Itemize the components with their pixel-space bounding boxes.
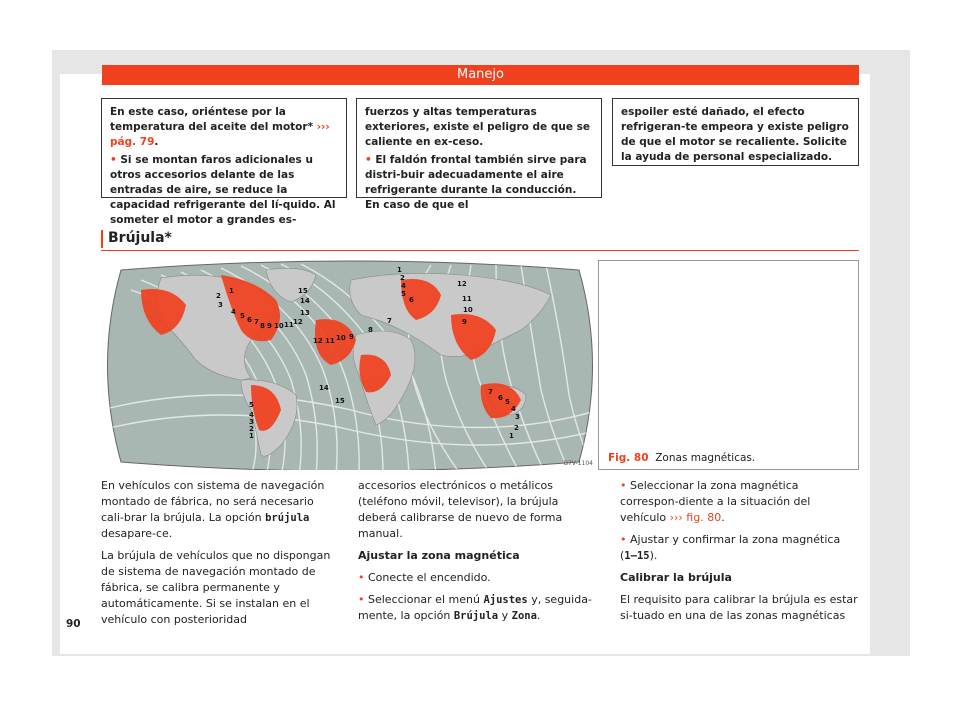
bullet-icon: • xyxy=(358,593,365,606)
zone-label: 9 xyxy=(462,318,467,326)
box3-paragraph-1: espoiler esté dañado, el efecto refrigeran-te empeora y existe peligro de que el motor se recaliente. Solicite la ayuda de personal especializado. xyxy=(621,106,849,163)
zone-label: 12 xyxy=(457,280,467,288)
zone-label: 1 xyxy=(509,432,514,440)
section-title-bar xyxy=(101,230,103,248)
zone-label: 8 xyxy=(368,326,373,334)
zone-label: 2 xyxy=(249,425,254,433)
zone-label: 7 xyxy=(387,317,392,325)
page-reference-link[interactable]: ››› pág. 79 xyxy=(110,121,330,148)
menu-option-brujula: brújula xyxy=(265,512,310,524)
zone-label: 10 xyxy=(274,322,284,330)
zone-label: 1 xyxy=(397,266,402,274)
zone-label: 10 xyxy=(463,306,473,314)
zone-label: 2 xyxy=(400,274,405,282)
info-box-1 xyxy=(101,98,347,226)
bullet-icon: • xyxy=(110,154,117,166)
zone-label: 7 xyxy=(488,388,493,396)
zone-label: 15 xyxy=(298,287,308,295)
zone-label: 11 xyxy=(284,321,294,329)
zone-label: 9 xyxy=(349,333,354,341)
zone-label: 3 xyxy=(515,413,520,421)
zone-label: 1 xyxy=(249,432,254,440)
zone-label: 5 xyxy=(401,290,406,298)
section-title: Brújula* xyxy=(108,230,172,246)
zone-label: 2 xyxy=(216,292,221,300)
zone-label: 8 xyxy=(260,322,265,330)
zone-label: 13 xyxy=(300,309,310,317)
zone-label: 11 xyxy=(462,295,472,303)
col3-paragraph-1: El requisito para calibrar la brújula es estar si-tuado en una de las zonas magnéticas xyxy=(620,593,858,622)
zone-label: 5 xyxy=(249,401,254,409)
zone-label: 14 xyxy=(300,297,310,305)
col3-subheading: Calibrar la brújula xyxy=(620,571,732,584)
zone-label: 4 xyxy=(401,282,406,290)
box2-paragraph-1: fuerzos y altas temperaturas exteriores, existe el peligro de que se caliente en ex-ceso. xyxy=(365,106,590,148)
col3-bullet-2: • Ajustar y confirmar la zona magnética (1–15). xyxy=(620,533,841,562)
bullet-icon: • xyxy=(620,479,627,492)
magnetic-zones-map xyxy=(101,260,599,470)
section-header: Manejo xyxy=(102,65,859,85)
zone-label: 3 xyxy=(218,301,223,309)
figure-reference-link[interactable]: ››› fig. 80 xyxy=(669,511,722,524)
zone-label: 14 xyxy=(319,384,329,392)
zone-label: 6 xyxy=(498,394,503,402)
world-map-svg xyxy=(101,260,599,470)
zone-label: 5 xyxy=(505,398,510,406)
info-box-2 xyxy=(356,98,602,211)
col2-subheading: Ajustar la zona magnética xyxy=(358,549,520,562)
page-number: 90 xyxy=(66,618,81,630)
text-column-3 xyxy=(620,478,858,630)
bullet-icon: • xyxy=(358,571,365,584)
zone-label: 5 xyxy=(240,312,245,320)
zone-label: 12 xyxy=(313,337,323,345)
text-column-2 xyxy=(358,478,596,630)
col1-paragraph-1: En vehículos con sistema de navegación montado de fábrica, no será necesario cali-brar la brújula. La opción brújula desapare-ce. xyxy=(101,479,325,540)
figure-code: B7V-1104 xyxy=(563,460,593,467)
zone-label: 11 xyxy=(325,337,335,345)
box1-paragraph-1: En este caso, oriéntese por la temperatura del aceite del motor* ››› pág. 79. xyxy=(110,106,330,148)
zone-label: 12 xyxy=(293,318,303,326)
bullet-icon: • xyxy=(365,154,372,166)
col3-bullet-1: • Seleccionar la zona magnética correspon-diente a la situación del vehículo ››› fig. 80. xyxy=(620,479,811,524)
zone-label: 15 xyxy=(335,397,345,405)
figure-label: Fig. 80 xyxy=(608,452,649,464)
zone-label: 4 xyxy=(511,405,516,413)
figure-caption: Fig. 80 Zonas magnéticas. xyxy=(608,452,756,464)
zone-label: 4 xyxy=(249,411,254,419)
menu-zona: Zona xyxy=(511,610,537,622)
text-column-1 xyxy=(101,478,339,634)
box2-paragraph-2: • El faldón frontal también sirve para distri-buir adecuadamente el aire refrigerante durante la conducción. En caso de que el xyxy=(365,154,587,211)
bullet-icon: • xyxy=(620,533,627,546)
info-box-3 xyxy=(612,98,859,166)
zone-label: 6 xyxy=(409,296,414,304)
menu-ajustes: Ajustes xyxy=(483,594,528,606)
zone-label: 1 xyxy=(229,287,234,295)
col2-paragraph-1: accesorios electrónicos o metálicos (teléfono móvil, televisor), la brújula deberá calibrarse de nuevo de forma manual. xyxy=(358,479,563,540)
col1-paragraph-2: La brújula de vehículos que no dispongan de sistema de navegación montado de fábrica, se calibra permanente y automáticamente. Si se instalan en el vehículo con posterioridad xyxy=(101,549,331,626)
col2-bullet-1: • Conecte el encendido. xyxy=(358,571,491,584)
zone-range: 1–15 xyxy=(624,550,650,562)
zone-label: 4 xyxy=(231,308,236,316)
section-divider xyxy=(101,250,859,251)
zone-label: 10 xyxy=(336,334,346,342)
zone-label: 9 xyxy=(267,322,272,330)
menu-brujula: Brújula xyxy=(453,610,499,622)
col2-bullet-2: • Seleccionar el menú Ajustes y, seguida-mente, la opción Brújula y Zona. xyxy=(358,593,592,622)
box1-paragraph-2: • Si se montan faros adicionales u otros accesorios delante de las entradas de aire, se reduce la capacidad refrigerante del lí-quido. Al someter el motor a grandes es- xyxy=(110,154,336,226)
zone-label: 7 xyxy=(254,318,259,326)
zone-label: 2 xyxy=(514,424,519,432)
zone-label: 6 xyxy=(247,316,252,324)
zone-label: 3 xyxy=(249,418,254,426)
